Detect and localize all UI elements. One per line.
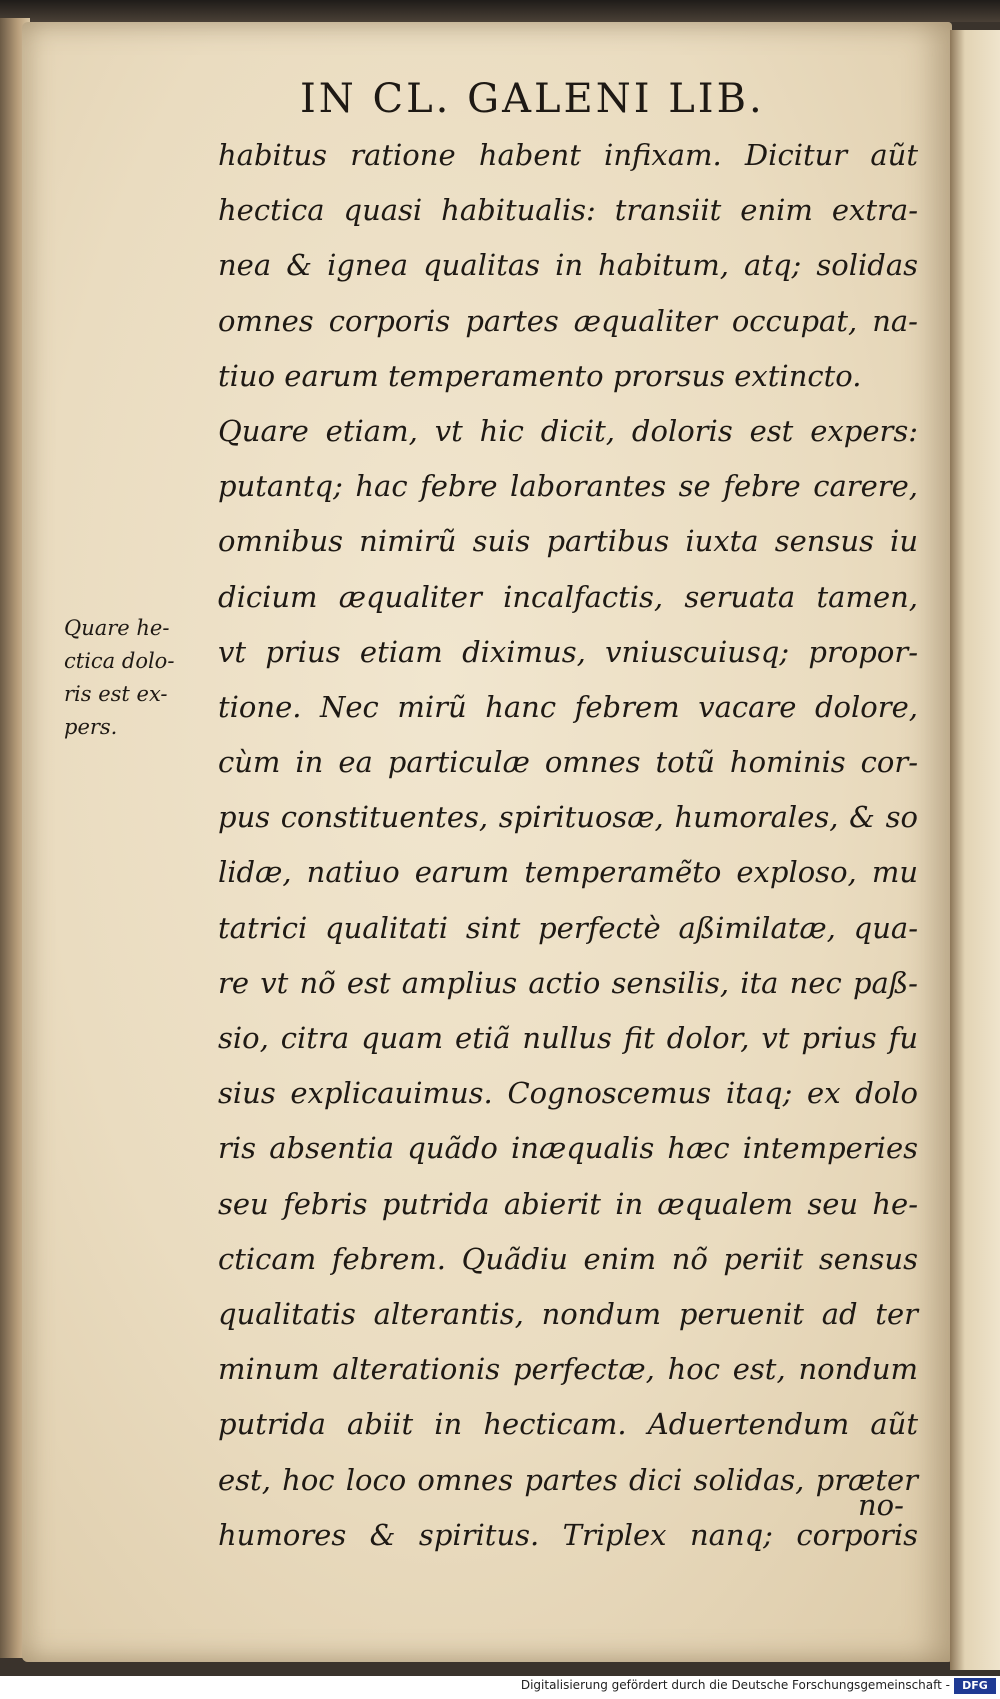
text-line: sius explicauimus. Cognoscemus itaq; ex dolo: [218, 1076, 918, 1111]
text-line: qualitatis alterantis, nondum peruenit ad ter: [218, 1296, 918, 1331]
text-line: re vt nõ est amplius actio sensilis, ita nec paß-: [218, 965, 918, 1000]
marginal-note-line: ctica dolo-: [64, 649, 175, 673]
text-line: hectica quasi habitualis: transiit enim extra-: [218, 193, 918, 228]
text-line: est, hoc loco omnes partes dici solidas, præter: [218, 1462, 918, 1497]
text-line: minum alterationis perfectæ, hoc est, nondum: [218, 1352, 918, 1387]
text-line: pus constituentes, spirituosæ, humorales, & so: [218, 800, 918, 835]
text-line: humores & spiritus. Triplex nanq; corporis: [218, 1517, 918, 1552]
text-line: putantq; hac febre laborantes se febre carere,: [218, 469, 918, 504]
text-line: seu febris putrida abierit in æqualem seu he-: [218, 1186, 918, 1221]
text-line: cùm in ea particulæ omnes totũ hominis cor-: [218, 745, 918, 780]
digitization-footer: [0, 1676, 1000, 1699]
text-line: lidæ, natiuo earum temperamẽto exploso, mu: [218, 855, 918, 890]
marginal-note-line: Quare he-: [64, 616, 170, 640]
text-line: putrida abiit in hecticam. Aduertendum aũt: [218, 1407, 918, 1442]
marginal-note-line: pers.: [64, 715, 118, 739]
text-line: tatrici qualitati sint perfectè aßimilatæ, qua-: [218, 910, 918, 945]
running-head: IN CL. GALENI LIB.: [300, 76, 765, 122]
text-line: cticam febrem. Quãdiu enim nõ periit sensus: [218, 1241, 918, 1276]
text-line: ris absentia quãdo inæqualis hæc intemperies: [218, 1131, 918, 1166]
facing-page-edge: [950, 30, 1000, 1670]
text-line: vt prius etiam diximus, vniuscuiusq; propor-: [218, 634, 918, 669]
text-line: dicium æqualiter incalfactis, seruata tamen,: [218, 579, 918, 614]
book-top-edge: [0, 0, 1000, 22]
text-line: tiuo earum temperamento prorsus extincto.: [218, 358, 862, 393]
text-line: habitus ratione habent infixam. Dicitur aũt: [218, 138, 918, 172]
text-line: Quare etiam, vt hic dicit, doloris est expers:: [218, 413, 918, 448]
dfg-logo: DFG: [954, 1678, 996, 1694]
footer-credit-text: Digitalisierung gefördert durch die Deutsche Forschungsgemeinschaft -: [520, 1678, 950, 1692]
text-line: omnibus nimirũ suis partibus iuxta sensus iu: [218, 524, 918, 559]
text-line: omnes corporis partes æqualiter occupat, na-: [218, 303, 918, 338]
text-line: tione. Nec mirũ hanc febrem vacare dolore,: [218, 689, 918, 724]
marginal-note-line: ris est ex-: [64, 682, 168, 706]
body-text: [218, 128, 918, 1563]
marginal-note: [64, 612, 204, 744]
catchword: no-: [858, 1488, 904, 1522]
text-line: sio, citra quam etiã nullus fit dolor, vt prius fu: [218, 1021, 918, 1055]
text-line: nea & ignea qualitas in habitum, atq; solidas: [218, 248, 918, 283]
